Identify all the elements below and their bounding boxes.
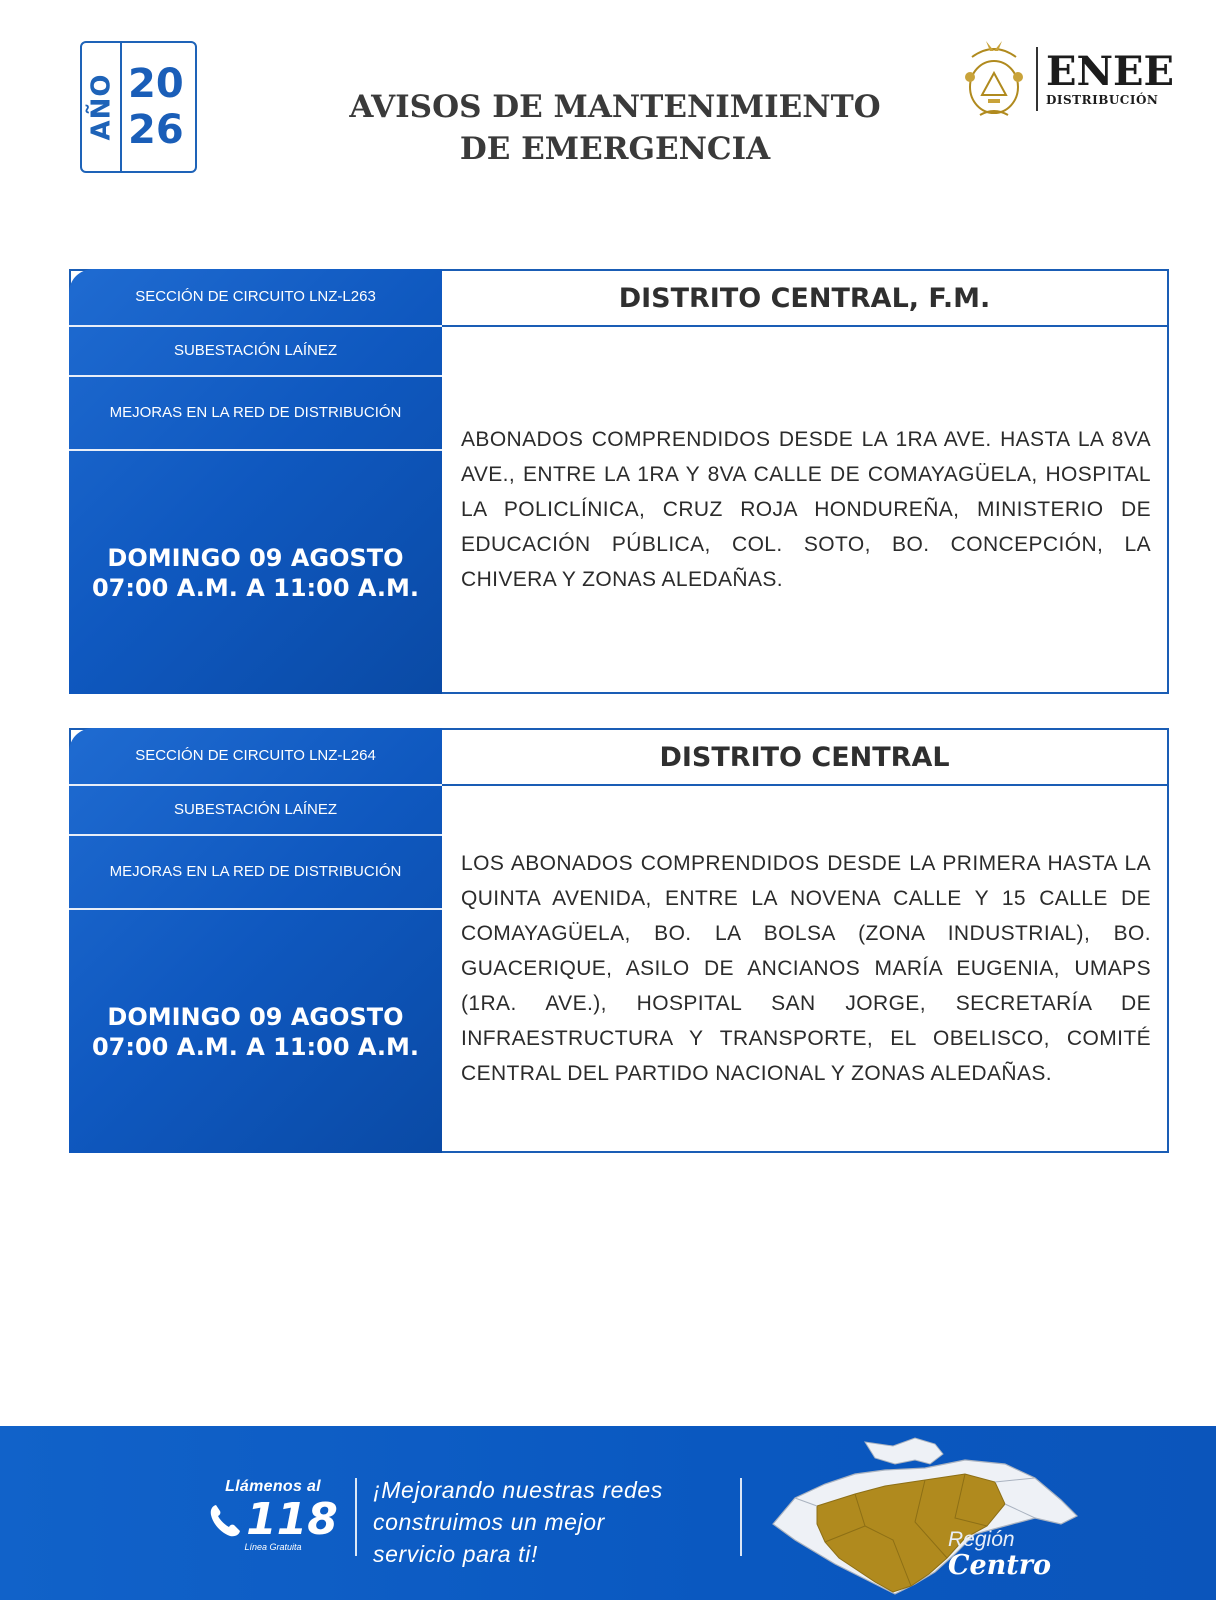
phone-number: 118 [246, 1494, 338, 1545]
affected-areas [442, 327, 1167, 692]
circuit-section: SECCIÓN DE CIRCUITO LNZ-L263 [69, 269, 442, 327]
footer-banner [0, 1426, 1216, 1600]
footer-divider [355, 1478, 357, 1556]
logo-main-text: ENEE [1046, 48, 1175, 95]
phone-number-row [208, 1494, 338, 1545]
notice-card [69, 269, 1169, 694]
phone-icon [208, 1502, 242, 1538]
schedule [69, 451, 442, 694]
substation: SUBESTACIÓN LAÍNEZ [69, 327, 442, 377]
circuit-section: SECCIÓN DE CIRCUITO LNZ-L264 [69, 728, 442, 786]
free-line-label: Línea Gratuita [244, 1542, 302, 1552]
page-title [300, 86, 930, 170]
year-top: 20 [128, 61, 184, 107]
region-label [948, 1528, 1051, 1581]
enee-logo [958, 34, 1188, 124]
slogan-line-3: servicio para ti! [373, 1541, 538, 1567]
logo-divider [1036, 47, 1038, 111]
notice-info-panel [69, 269, 442, 694]
call-label: Llámenos al [225, 1478, 321, 1495]
district-name: DISTRITO CENTRAL [442, 730, 1167, 786]
year-label-box [82, 43, 122, 171]
schedule-date: DOMINGO 09 AGOSTO [107, 543, 404, 572]
substation: SUBESTACIÓN LAÍNEZ [69, 786, 442, 836]
title-line-1: AVISOS DE MANTENIMIENTO [349, 89, 881, 125]
year-badge [80, 41, 197, 173]
work-reason: MEJORAS EN LA RED DE DISTRIBUCIÓN [69, 377, 442, 451]
title-line-2: DE EMERGENCIA [459, 131, 771, 167]
slogan [373, 1474, 733, 1570]
schedule [69, 910, 442, 1153]
work-reason: MEJORAS EN LA RED DE DISTRIBUCIÓN [69, 836, 442, 910]
affected-areas-text: LOS ABONADOS COMPRENDIDOS DESDE LA PRIMERA HASTA LA QUINTA AVENIDA, ENTRE LA NOVENA CALLE Y 15 CALLE DE COMAYAGÜELA, BO. LA BOLSA (ZONA INDUSTRIAL), BO. GUACERIQUE, ASILO DE ANCIANOS MARÍA EUGENIA, UMAPS (1RA. AVE.), HOSPITAL SAN JORGE, SECRETARÍA DE INFRAESTRUCTURA Y TRANSPORTE, EL OBELISCO, COMITÉ CENTRAL DEL PARTIDO NACIONAL Y ZONAS ALEDAÑAS. [461, 852, 1151, 1085]
schedule-time: 07:00 A.M. A 11:00 A.M. [91, 1032, 420, 1061]
affected-areas-text: ABONADOS COMPRENDIDOS DESDE LA 1RA AVE. HASTA LA 8VA AVE., ENTRE LA 1RA Y 8VA CALLE DE COMAYAGÜELA, HOSPITAL LA POLICLÍNICA, CRUZ ROJA HONDUREÑA, MINISTERIO DE EDUCACIÓN PÚBLICA, COL. SOTO, BO. CONCEPCIÓN, LA CHIVERA Y ZONAS ALEDAÑAS. [461, 428, 1151, 591]
year-bottom: 26 [128, 107, 184, 153]
footer-divider [740, 1478, 742, 1556]
logo-sub-text: DISTRIBUCIÓN [1046, 93, 1159, 107]
region-label-text: Región [948, 1528, 1015, 1551]
district-name: DISTRITO CENTRAL, F.M. [442, 271, 1167, 327]
logo-text [1046, 48, 1175, 107]
hotline [208, 1478, 338, 1552]
slogan-line-2: construimos un mejor [373, 1509, 605, 1535]
affected-areas [442, 786, 1167, 1151]
slogan-line-1: ¡Mejorando nuestras redes [373, 1477, 663, 1503]
schedule-time: 07:00 A.M. A 11:00 A.M. [91, 573, 420, 602]
schedule-date: DOMINGO 09 AGOSTO [107, 1002, 404, 1031]
year-label: AÑO [86, 73, 117, 141]
notice-card [69, 728, 1169, 1153]
year-digits [122, 43, 195, 171]
notice-info-panel [69, 728, 442, 1153]
coat-of-arms-icon [958, 37, 1030, 121]
notice-detail-panel [442, 271, 1167, 692]
notice-detail-panel [442, 730, 1167, 1151]
region-name: Centro [948, 1550, 1052, 1581]
